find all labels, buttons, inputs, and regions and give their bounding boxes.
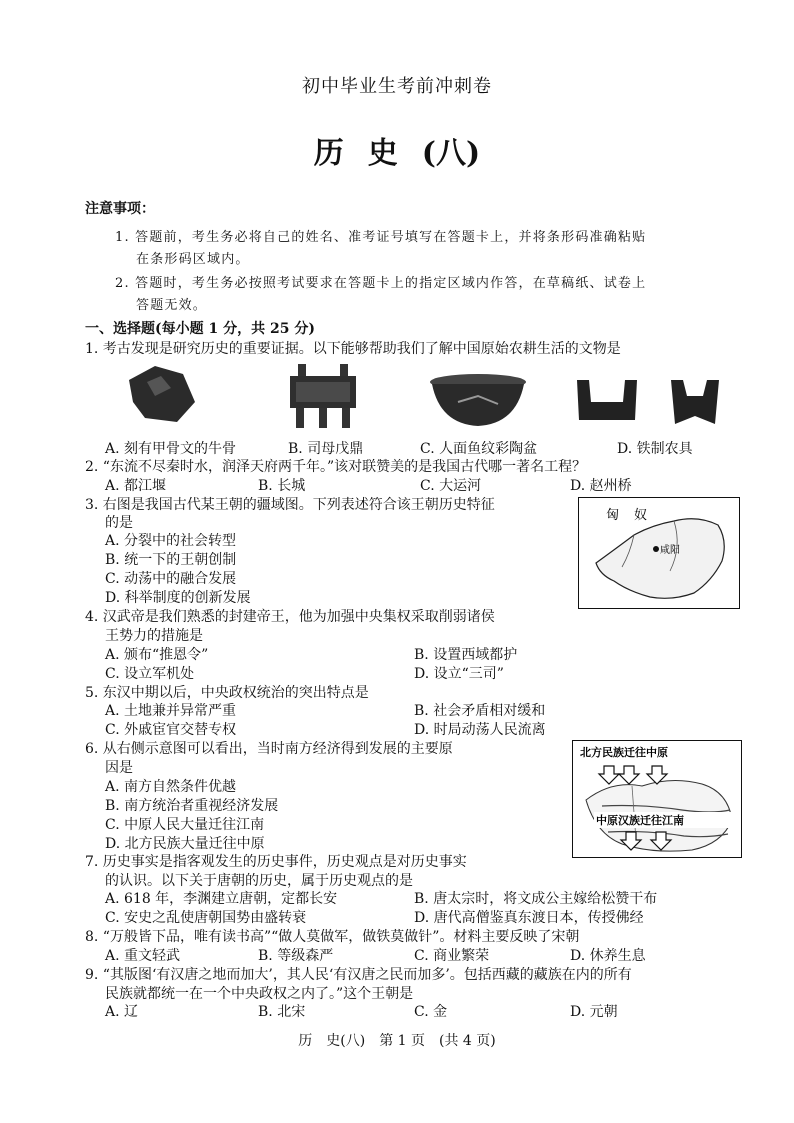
q5-option-c[interactable]: C. 外戚宦官交替专权 bbox=[105, 722, 237, 738]
q5-option-b[interactable]: B. 社会矛盾相对缓和 bbox=[414, 703, 546, 719]
q2-option-c[interactable]: C. 大运河 bbox=[420, 478, 482, 494]
q3-map-label-nu: 奴 bbox=[634, 508, 648, 523]
q9-stem-line-2: 民族就都统一在一个中央政权之内了。”这个王朝是 bbox=[105, 986, 414, 1002]
q9-option-c[interactable]: C. 金 bbox=[414, 1004, 448, 1020]
q7-option-b[interactable]: B. 唐太宗时，将文成公主嫁给松赞干布 bbox=[414, 891, 658, 907]
notice-item-2-line-1: 2. 答题时，考生务必按照考试要求在答题卡上的指定区域内作答，在草稿纸、试卷上 bbox=[115, 276, 647, 291]
q7-option-c[interactable]: C. 安史之乱使唐朝国势由盛转衰 bbox=[105, 910, 307, 926]
q7-option-a[interactable]: A. 618 年，李渊建立唐朝，定都长安 bbox=[105, 891, 338, 907]
page-title bbox=[0, 128, 794, 172]
section-heading: 一、选择题(每小题 1 分，共 25 分) bbox=[85, 321, 315, 337]
q1-stem: 1. 考古发现是研究历史的重要证据。以下能够帮助我们了解中国原始农耕生活的文物是 bbox=[85, 341, 621, 357]
title-volume: (八) bbox=[421, 136, 481, 171]
painted-pottery-basin-image bbox=[428, 372, 528, 428]
q8-option-c[interactable]: C. 商业繁荣 bbox=[414, 948, 490, 964]
q8-stem: 8. “万般皆下品，唯有读书高”“做人莫做军，做铁莫做针”。材料主要反映了宋朝 bbox=[85, 929, 580, 945]
q1-option-a[interactable]: A. 刻有甲骨文的牛骨 bbox=[105, 441, 237, 457]
q1-option-b[interactable]: B. 司母戊鼎 bbox=[288, 441, 364, 457]
q3-map-label-xianyang: 咸阳 bbox=[660, 545, 680, 556]
q5-option-d[interactable]: D. 时局动荡人民流离 bbox=[414, 722, 546, 738]
q8-option-b[interactable]: B. 等级森严 bbox=[258, 948, 334, 964]
q6-migration-map bbox=[572, 740, 742, 858]
q9-option-b[interactable]: B. 北宋 bbox=[258, 1004, 306, 1020]
q6-option-d[interactable]: D. 北方民族大量迁往中原 bbox=[105, 836, 265, 852]
q3-option-a[interactable]: A. 分裂中的社会转型 bbox=[105, 533, 237, 549]
notice-item-2-line-2: 答题无效。 bbox=[136, 298, 208, 313]
q9-option-d[interactable]: D. 元朝 bbox=[570, 1004, 618, 1020]
q6-stem-line-2: 因是 bbox=[105, 760, 133, 776]
q6-map-label-south: 中原汉族迁往江南 bbox=[596, 814, 684, 827]
q6-map-label-north: 北方民族迁往中原 bbox=[580, 746, 668, 759]
notice-item-1-line-2: 在条形码区域内。 bbox=[136, 252, 250, 267]
q7-stem-line-1: 7. 历史事实是指客观发生的历史事件，历史观点是对历史事实 bbox=[85, 854, 467, 870]
q6-stem-line-1: 6. 从右侧示意图可以看出，当时南方经济得到发展的主要原 bbox=[85, 741, 453, 757]
q3-option-d[interactable]: D. 科举制度的创新发展 bbox=[105, 590, 251, 606]
bronze-ding-image bbox=[282, 362, 364, 430]
q6-option-b[interactable]: B. 南方统治者重视经济发展 bbox=[105, 798, 279, 814]
q6-option-c[interactable]: C. 中原人民大量迁往江南 bbox=[105, 817, 265, 833]
q4-option-d[interactable]: D. 设立“三司” bbox=[414, 666, 504, 682]
title-subject: 历史 bbox=[313, 136, 422, 171]
q3-territory-map bbox=[578, 497, 740, 609]
q4-option-c[interactable]: C. 设立军机处 bbox=[105, 666, 195, 682]
q3-stem-line-1: 3. 右图是我国古代某王朝的疆域图。下列表述符合该王朝历史特征 bbox=[85, 497, 495, 513]
q7-option-d[interactable]: D. 唐代高僧鉴真东渡日本，传授佛经 bbox=[414, 910, 644, 926]
q4-option-b[interactable]: B. 设置西域都护 bbox=[414, 647, 518, 663]
q3-option-b[interactable]: B. 统一下的王朝创制 bbox=[105, 552, 237, 568]
q4-stem-line-2: 王势力的措施是 bbox=[105, 628, 203, 644]
q1-option-c[interactable]: C. 人面鱼纹彩陶盆 bbox=[420, 441, 538, 457]
q2-option-d[interactable]: D. 赵州桥 bbox=[570, 478, 632, 494]
q1-option-d[interactable]: D. 铁制农具 bbox=[617, 441, 693, 457]
q3-map-label-xiong: 匈 bbox=[606, 508, 620, 523]
q3-stem-line-2: 的是 bbox=[105, 515, 133, 531]
q5-stem: 5. 东汉中期以后，中央政权统治的突出特点是 bbox=[85, 685, 369, 701]
notice-item-1-line-1: 1. 答题前，考生务必将自己的姓名、准考证号填写在答题卡上，并将条形码准确粘贴 bbox=[115, 230, 647, 245]
q5-option-a[interactable]: A. 土地兼并异常严重 bbox=[105, 703, 237, 719]
q2-stem: 2. “东流不尽秦时水，润泽天府两千年。”该对联赞美的是我国古代哪一著名工程？ bbox=[85, 459, 587, 475]
q8-option-a[interactable]: A. 重文轻武 bbox=[105, 948, 181, 964]
q9-stem-line-1: 9. “其版图‘有汉唐之地而加大’，其人民‘有汉唐之民而加多’。包括西藏的藏族在内的所有 bbox=[85, 967, 632, 983]
q2-option-a[interactable]: A. 都江堰 bbox=[105, 478, 167, 494]
q4-stem-line-1: 4. 汉武帝是我们熟悉的封建帝王，他为加强中央集权采取削弱诸侯 bbox=[85, 609, 495, 625]
notice-heading: 注意事项： bbox=[85, 201, 155, 217]
q6-option-a[interactable]: A. 南方自然条件优越 bbox=[105, 779, 237, 795]
q7-stem-line-2: 的认识。以下关于唐朝的历史，属于历史观点的是 bbox=[105, 873, 413, 889]
bone-artifact-image bbox=[125, 362, 197, 426]
iron-farm-tools-image bbox=[575, 376, 725, 428]
page-footer: 历 史(八) 第 1 页 (共 4 页) bbox=[298, 1033, 496, 1049]
q4-option-a[interactable]: A. 颁布“推恩令” bbox=[105, 647, 209, 663]
q8-option-d[interactable]: D. 休养生息 bbox=[570, 948, 646, 964]
q3-option-c[interactable]: C. 动荡中的融合发展 bbox=[105, 571, 237, 587]
q9-option-a[interactable]: A. 辽 bbox=[105, 1004, 139, 1020]
exam-subtitle: 初中毕业生考前冲刺卷 bbox=[302, 76, 492, 97]
q2-option-b[interactable]: B. 长城 bbox=[258, 478, 306, 494]
